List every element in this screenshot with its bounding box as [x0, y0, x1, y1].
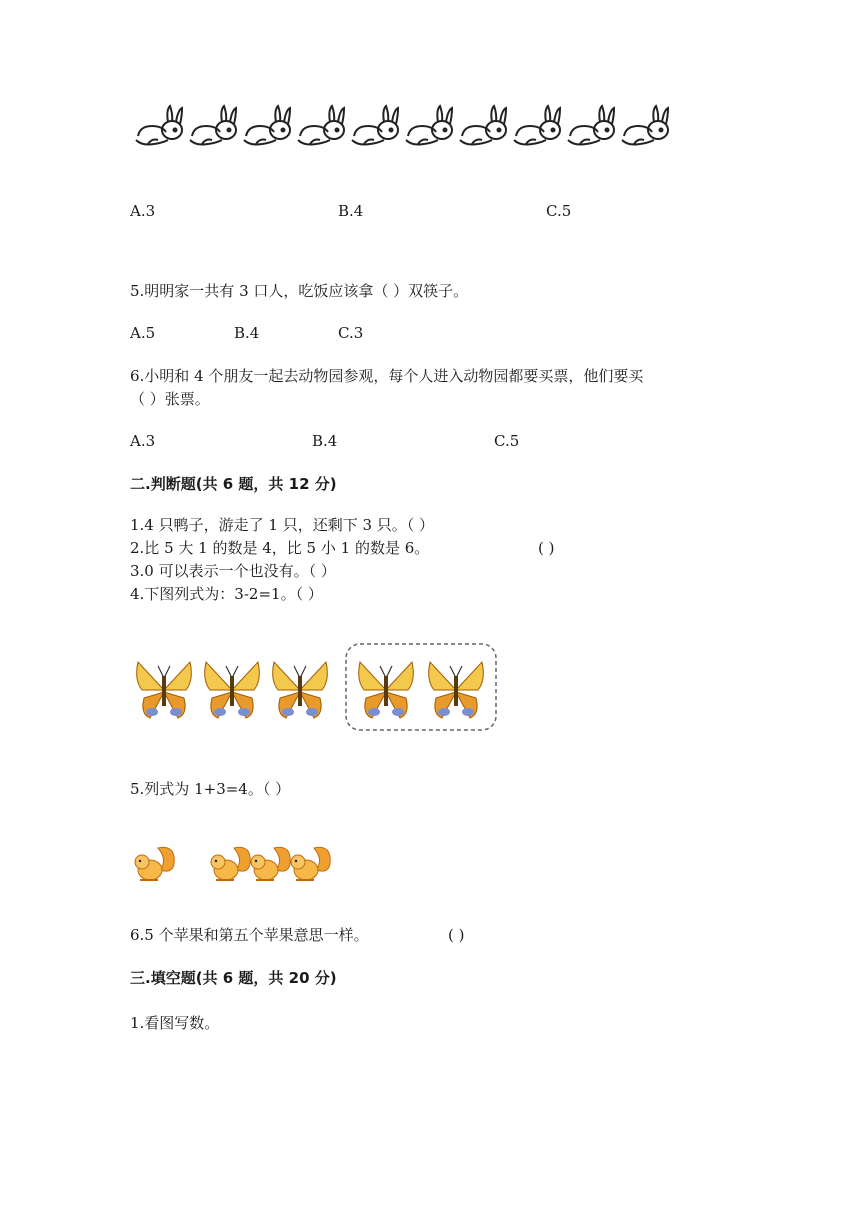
butterfly-icon — [429, 662, 484, 718]
butterfly-figure — [132, 642, 500, 734]
judge-item-1: 1.4 只鸭子，游走了 1 只，还剩下 3 只。（ ） — [130, 516, 435, 534]
q6-text-line1: 6.小明和 4 个朋友一起去动物园参观，每个人进入动物园都要买票，他们要买 — [130, 367, 644, 385]
q4-option-b: B.4 — [338, 202, 364, 220]
q6-option-a: A.3 — [130, 432, 156, 450]
q6-text-line2: （ ）张票。 — [130, 390, 210, 408]
rabbit-icon — [402, 100, 456, 156]
q6-option-b: B.4 — [312, 432, 338, 450]
rabbit-icon — [240, 100, 294, 156]
section-3-title: 三.填空题(共 6 题，共 20 分) — [130, 969, 337, 987]
q4-option-a: A.3 — [130, 202, 156, 220]
rabbit-icon — [186, 100, 240, 156]
rabbit-icon — [294, 100, 348, 156]
q5-option-b: B.4 — [234, 324, 260, 342]
squirrel-icon — [251, 847, 290, 880]
rabbit-row-image — [132, 100, 672, 156]
rabbit-icon — [348, 100, 402, 156]
judge-item-2: 2.比 5 大 1 的数是 4，比 5 小 1 的数是 6。 — [130, 539, 430, 557]
q4-option-c: C.5 — [546, 202, 572, 220]
q5-option-a: A.5 — [130, 324, 156, 342]
q5-option-c: C.3 — [338, 324, 364, 342]
q5-text: 5.明明家一共有 3 口人，吃饭应该拿（ ）双筷子。 — [130, 282, 469, 300]
butterfly-icon — [205, 662, 260, 718]
squirrel-figure — [130, 836, 336, 886]
judge-item-2-blank: ( ) — [538, 539, 555, 557]
q6-option-c: C.5 — [494, 432, 520, 450]
judge-item-3: 3.0 可以表示一个也没有。（ ） — [130, 562, 336, 580]
judge-item-4: 4.下图列式为：3-2=1。（ ） — [130, 585, 323, 603]
fill-item-1: 1.看图写数。 — [130, 1014, 220, 1032]
squirrel-icon — [211, 847, 250, 880]
rabbit-icon — [510, 100, 564, 156]
squirrel-icon — [291, 847, 330, 880]
rabbit-icon — [132, 100, 186, 156]
rabbit-icon — [564, 100, 618, 156]
rabbit-icon — [456, 100, 510, 156]
rabbit-icon — [618, 100, 672, 156]
squirrel-icon — [135, 847, 174, 880]
judge-item-6: 6.5 个苹果和第五个苹果意思一样。 — [130, 926, 369, 944]
butterfly-icon — [359, 662, 414, 718]
judge-item-6-blank: ( ) — [448, 926, 465, 944]
judge-item-5: 5.列式为 1+3=4。（ ） — [130, 780, 291, 798]
section-2-title: 二.判断题(共 6 题，共 12 分) — [130, 475, 337, 493]
butterfly-icon — [273, 662, 328, 718]
butterfly-icon — [137, 662, 192, 718]
